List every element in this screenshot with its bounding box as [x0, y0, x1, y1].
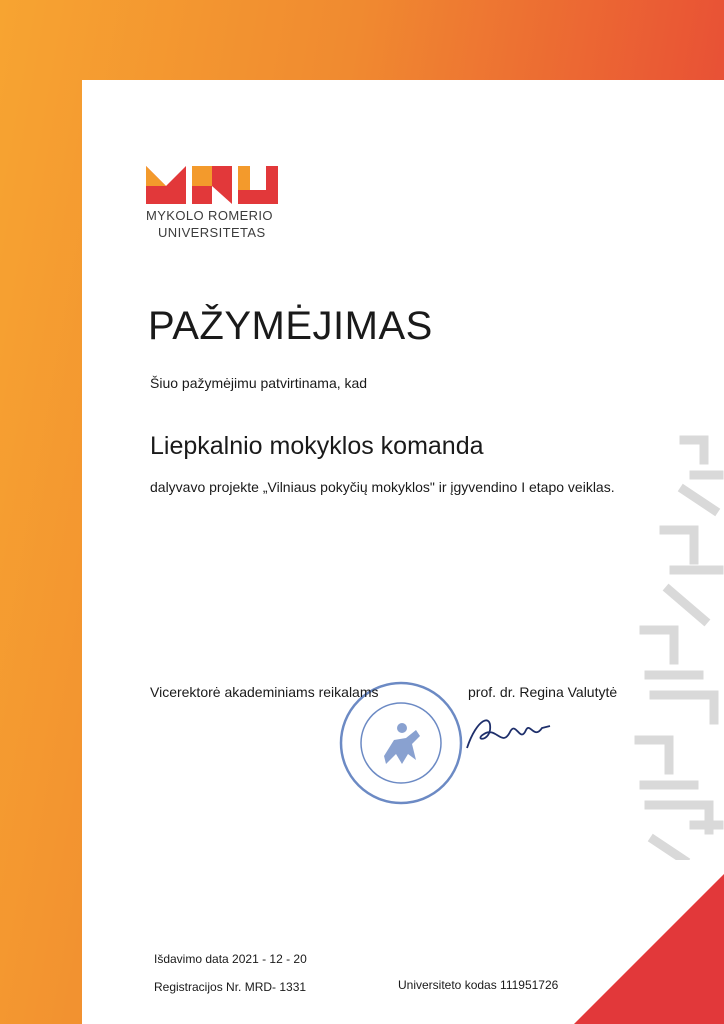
signatory-name: prof. dr. Regina Valutytė: [468, 684, 618, 700]
mru-logo-icon: [146, 164, 282, 206]
decorative-pattern-icon: [624, 430, 724, 860]
recipient-name: Liepkalnio mokyklos komanda: [150, 432, 484, 460]
certificate-title: PAŽYMĖJIMAS: [148, 304, 433, 348]
issue-date: Išdavimo data 2021 - 12 - 20: [154, 952, 307, 966]
university-logo: [146, 164, 282, 240]
logo-name-line1: MYKOLO ROMERIO: [146, 208, 273, 223]
signatory-role: Vicerektorė akademiniams reikalams: [150, 684, 379, 700]
logo-name-line2: UNIVERSITETAS: [158, 225, 266, 240]
registration-number: Registracijos Nr. MRD- 1331: [154, 980, 307, 994]
certificate-description: dalyvavo projekte „Vilniaus pokyčių mokyklos" ir įgyvendino I etapo veiklas.: [150, 479, 615, 495]
university-code: Universiteto kodas 111951726: [398, 978, 559, 992]
signature-icon: [462, 708, 552, 758]
certificate-intro: Šiuo pažymėjimu patvirtinama, kad: [150, 375, 368, 391]
certificate-card: [82, 80, 724, 1024]
corner-red-triangle: [574, 874, 724, 1024]
